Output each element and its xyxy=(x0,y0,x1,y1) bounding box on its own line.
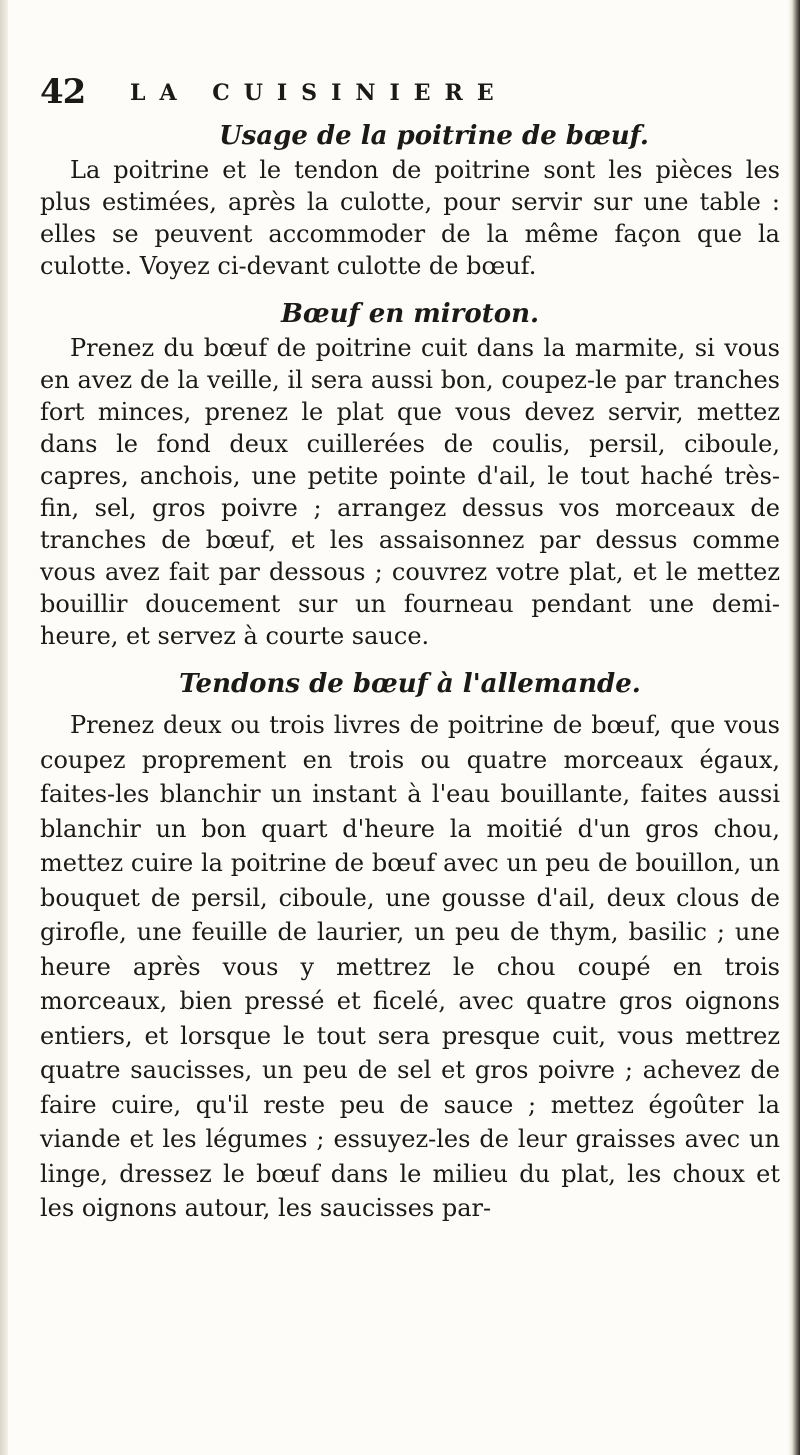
page-body xyxy=(40,118,780,1226)
section-text-allemande: Prenez deux ou trois livres de poitrine de bœuf, que vous coupez proprement en trois ou quatre morceaux égaux, faites-les blanchir un instant à l'eau bouillante, faites aussi blanchir un bon quart d'heure la moitié d'un gros chou, mettez cuire la poitrine de bœuf avec un peu de bouillon, un bouquet de persil, ciboule, une gousse d'ail, deux clous de girofle, une feuille de laurier, un peu de thym, basilic ; une heure après vous y mettrez le chou coupé en trois morceaux, bien pressé et ficelé, avec quatre gros oignons entiers, et lorsque le tout sera presque cuit, vous mettrez quatre saucisses, un peu de sel et gros poivre ; achevez de faire cuire, qu'il reste peu de sauce ; mettez égoûter la viande et les légumes ; essuyez-les de leur graisses avec un linge, dressez le bœuf dans le milieu du plat, les choux et les oignons autour, les saucisses par- xyxy=(40,711,780,1222)
page-edge xyxy=(788,0,800,1455)
section-text-usage: La poitrine et le tendon de poitrine sont les pièces les plus estimées, après la culotte, pour servir sur une table : elles se peuvent accommoder de la même façon que la culotte. Voyez ci-devant culotte de bœuf. xyxy=(40,156,780,280)
section-title-usage: Usage de la poitrine de bœuf. xyxy=(219,121,649,151)
page-number: 42 xyxy=(40,72,86,112)
page-gutter xyxy=(0,0,8,1455)
section-title-allemande: Tendons de bœuf à l'allemande. xyxy=(179,669,641,699)
section-text-miroton: Prenez du bœuf de poitrine cuit dans la marmite, si vous en avez de la veille, il sera aussi bon, coupez-le par tranches fort minces, prenez le plat que vous devez servir, mettez dans le fond deux cuillerées de coulis, persil, ciboule, capres, anchois, une petite pointe d'ail, le tout haché très-fin, sel, gros poivre ; arrangez dessus vos morceaux de tranches de bœuf, et les assaisonnez par dessus comme vous avez fait par dessous ; couvrez votre plat, et le mettez bouillir doucement sur un fourneau pendant une demi-heure, et servez à courte sauce. xyxy=(40,334,780,650)
running-title: LA CUISINIERE xyxy=(130,80,508,106)
section-title-miroton: Bœuf en miroton. xyxy=(280,299,540,329)
